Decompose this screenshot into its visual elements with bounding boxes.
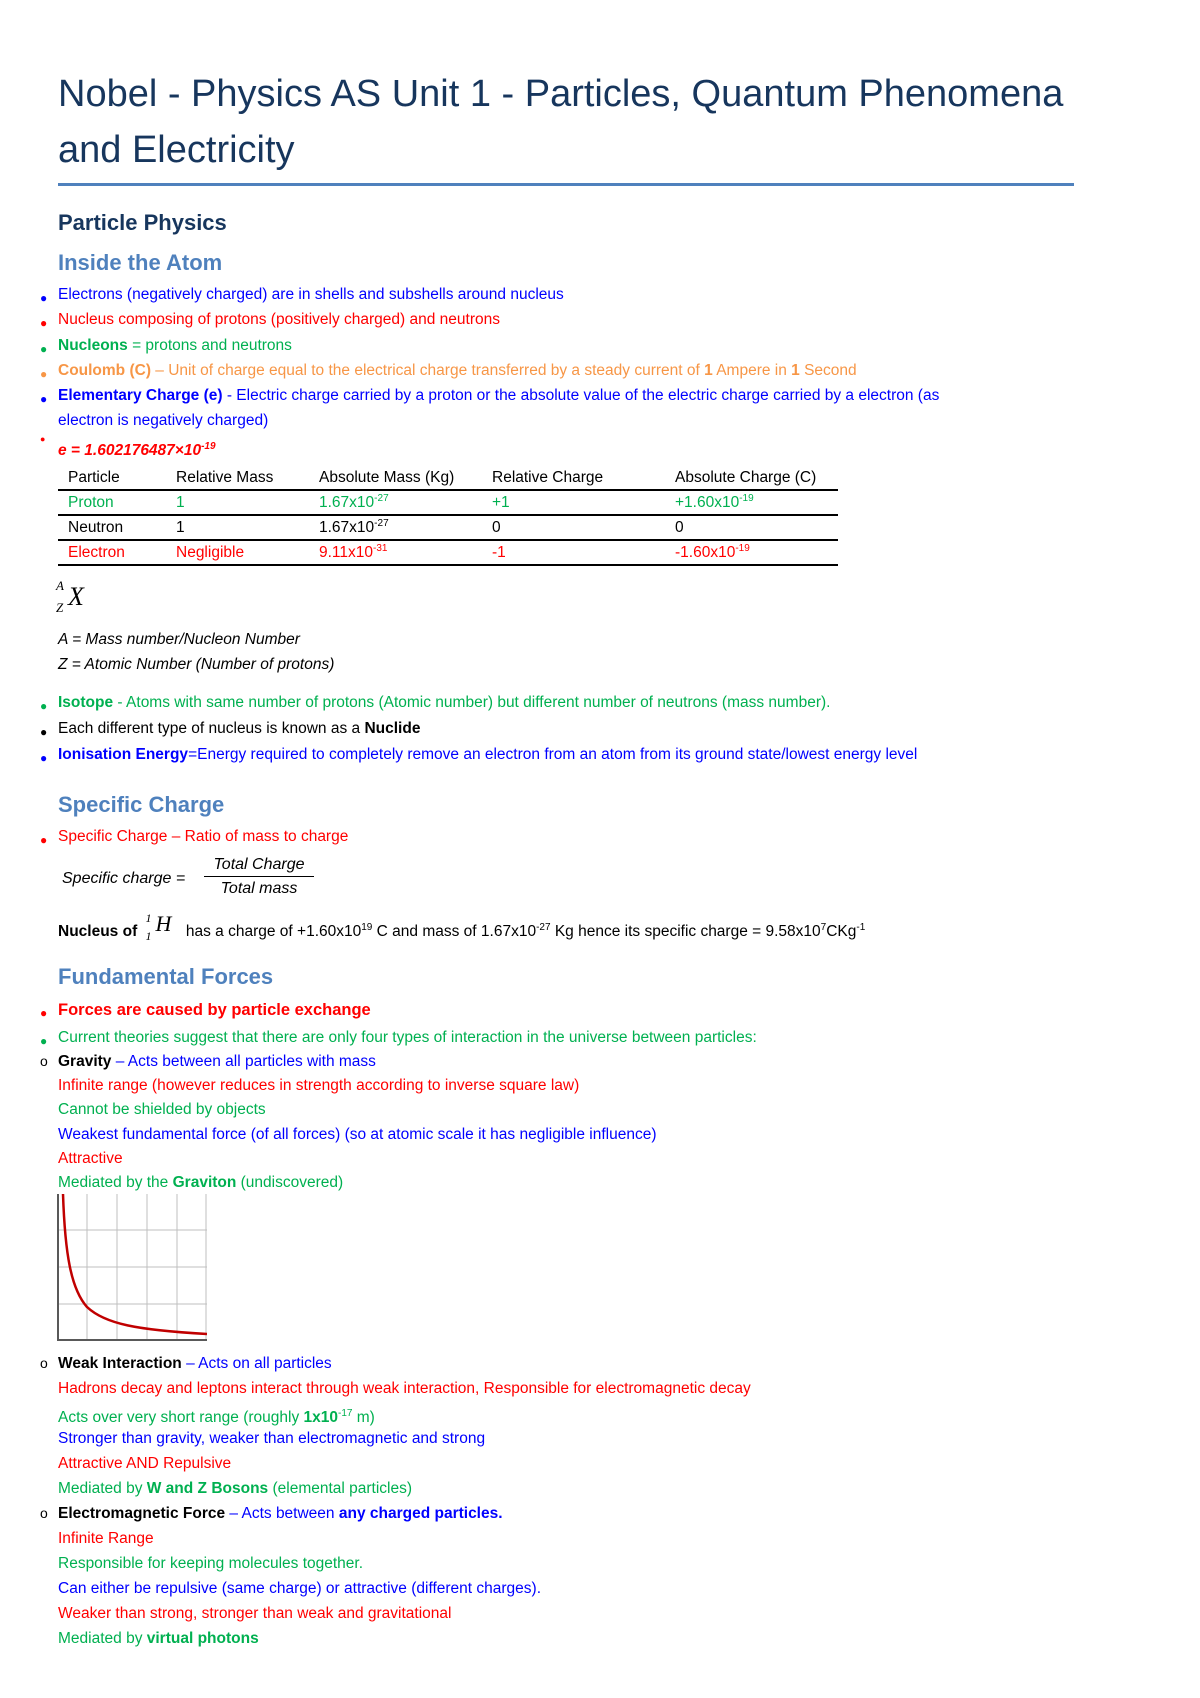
bullet-elementary-charge: Elementary Charge (e) - Electric charge carried by a proton or the absolute value of the electric charge carried by a electron (as xyxy=(58,387,940,404)
table-cell: Electron xyxy=(68,543,125,561)
hydrogen-notation: 1 1 H xyxy=(145,911,172,943)
heading-specific-charge: Specific Charge xyxy=(58,792,225,817)
sub-bullet-circle: o xyxy=(40,1505,48,1521)
em-line-1: Infinite Range xyxy=(58,1530,154,1547)
page-title: Nobel - Physics AS Unit 1 - Particles, Quantum Phenomena and Electricity xyxy=(58,73,1064,171)
table-header: Relative Mass xyxy=(176,469,274,486)
em-line-5: Mediated by virtual photons xyxy=(58,1630,259,1647)
elementary-charge-value: $e = 1.602176487\times 10^{-19}$ xyxy=(58,441,216,460)
specific-charge-lhs: Specific charge = xyxy=(62,870,186,887)
table-cell: -1 xyxy=(492,543,506,561)
em-line-2: Responsible for keeping molecules together. xyxy=(58,1555,364,1572)
table-cell: 1 xyxy=(176,493,185,511)
particle-table xyxy=(58,467,838,566)
table-header: Absolute Mass (Kg) xyxy=(319,469,455,486)
bullet-dot: ● xyxy=(40,291,48,305)
weak-line-1: Hadrons decay and leptons interact through weak interaction, Responsible for electromagnetic decay xyxy=(58,1380,751,1397)
inverse-square-graph xyxy=(57,1194,207,1342)
bullet-dot: ● xyxy=(40,1034,48,1048)
bullet-dot: ● xyxy=(40,392,48,406)
fraction-numerator: Total Charge xyxy=(204,856,314,877)
bullet-dot: ● xyxy=(40,434,46,444)
bullet-dot: ● xyxy=(40,342,48,356)
bullet-coulomb: Coulomb (C) – Unit of charge equal to the electrical charge transferred by a steady current of 1 Ampere in 1 Second xyxy=(58,362,857,379)
bullet-ionisation: Ionisation Energy=Energy required to completely remove an electron from an atom from its ground state/lowest energy level xyxy=(58,746,918,763)
section-heading-particle-physics: Particle Physics xyxy=(58,210,227,235)
table-cell: Negligible xyxy=(176,543,245,561)
weak-heading: Weak Interaction – Acts on all particles xyxy=(58,1355,332,1372)
weak-line-4: Attractive AND Repulsive xyxy=(58,1455,232,1472)
gravity-line-3: Weakest fundamental force (of all forces) (so at atomic scale it has negligible influence) xyxy=(58,1126,657,1143)
sub-bullet-circle: o xyxy=(40,1053,48,1069)
bullet-isotope: Isotope - Atoms with same number of protons (Atomic number) but different number of neutrons (mass number). xyxy=(58,694,831,711)
bullet-elementary-charge-cont: electron is negatively charged) xyxy=(58,412,269,429)
table-cell: 0 xyxy=(492,518,501,536)
sub-bullet-circle: o xyxy=(40,1355,48,1371)
table-cell: 1 xyxy=(176,518,185,536)
gravity-line-4: Attractive xyxy=(58,1150,123,1167)
fraction-denominator: Total mass xyxy=(220,880,298,897)
table-cell: Proton xyxy=(68,493,114,511)
table-cell: $1.67x10^{-27}$ xyxy=(319,493,389,512)
bullet-specific-charge: Specific Charge – Ratio of mass to charge xyxy=(58,828,349,845)
table-header: Absolute Charge (C) xyxy=(675,469,817,486)
bullet-dot: ● xyxy=(40,699,48,713)
bullet-nucleus: Nucleus composing of protons (positively charged) and neutrons xyxy=(58,311,500,328)
bullet-dot: ● xyxy=(40,316,48,330)
specific-charge-example: Nucleus of 1 1 H has a charge of $+1.60x10^{19}$ C and mass of $1.67x10^{-27}$ Kg hence its specific charge = $9.58x10^7CKg^{-1}$ xyxy=(58,911,866,943)
specific-charge-fraction xyxy=(204,856,314,898)
title-divider xyxy=(58,183,1074,186)
em-heading: Electromagnetic Force – Acts between any charged particles. xyxy=(58,1505,503,1522)
bullet-particle-exchange: Forces are caused by particle exchange xyxy=(58,1001,371,1019)
table-cell: $+1.60x10^{-19}$ xyxy=(675,493,754,512)
bullet-dot: ● xyxy=(40,1006,48,1020)
gravity-line-5: Mediated by the Graviton (undiscovered) xyxy=(58,1174,344,1191)
atomic-number-definition: Z = Atomic Number (Number of protons) xyxy=(58,656,335,673)
document-page: Nobel - Physics AS Unit 1 - Particles, Quantum Phenomena and Electricity Particle Physics Inside the Atom ● Electrons (negatively charged) are in shells and subshells around nucleus ● Nucleus composing of protons (positively charged) and neutrons ● Nucleons = protons and neutrons ● Coulomb (C) – Unit of charge equal to the electrical charge transferred by a steady current of 1 Ampere in 1 Second ● Elementary Charge (e) - Electric charge carried by a proton or the absolute value of the electric charge carried by a electron (as electron is negatively charged) ● $e = 1.602176487\times 10^{-19}$ Particle Relative Mass Absolute Mass (Kg) Relative Charge Absolute Charge (C) Proton 1 $1.67x10^{-27}$ +1 $+1.60x10^{-19}$ Neutron 1 $1.67x10^{-27}$ 0 0 Electron Negligible $9.11x10^{-31}$ -1 $-1.60x10^{-19}$ A Z X A = Mass number/Nucleon Number Z = Atomic Number (Number of protons) ● Isotope - Atoms with same number of protons (Atomic number) but different number of neutrons (mass number). ● Each different type of nucleus is known as a Nuclide ● Ionisation Energy=Energy required to completely remove an electron from an atom from its ground state/lowest energy level Specific Charge ● Specific Charge – Ratio of mass to charge Specific charge = Total Charge Total mass Nucleus of 1 1 H has a charge of $+1.60x10^{19}$ C and mass of $1.67x10^{-27}$ Kg hence its specific charge = $9.58x10^7CKg^{-1}$ Fundamental Forces ● Forces are caused by particle exchange ● Current theories suggest that there are only four types of interaction in the universe between particles: o Gravity – Acts between all particles with mass Infinite range (however reduces in strength according to inverse square law) Cannot be shielded by objects Weakest fundamental force (of all forces) (so at atomic scale it has negligible influence) Attractive Mediated by the Graviton (undiscovered) o Weak Interaction – Acts on all particles Hadrons decay and leptons interact through weak interaction, Responsible for electromagnetic decay Acts over very short range (roughly $1x10^{-17}$ m) Stronger than gravity, weaker than electromagnetic and strong Attractive AND Repulsive Mediated by W and Z Bosons (elemental particles) o Electromagnetic Force – Acts between any charged particles. Infinite Range Responsible for keeping molecules together. Can either be repulsive (same charge) or attractive (different charges). Weaker than strong, stronger than weak and gravitational Mediated by virtual photons xyxy=(0,0,1200,1698)
table-row xyxy=(58,540,838,565)
table-cell: Neutron xyxy=(68,518,124,536)
bullet-electrons: Electrons (negatively charged) are in shells and subshells around nucleus xyxy=(58,286,564,303)
gravity-heading: Gravity – Acts between all particles with mass xyxy=(58,1053,376,1070)
table-cell: +1 xyxy=(492,493,510,511)
bullet-nucleons: Nucleons = protons and neutrons xyxy=(58,337,292,354)
weak-line-3: Stronger than gravity, weaker than electromagnetic and strong xyxy=(58,1430,486,1447)
bullet-dot: ● xyxy=(40,751,48,765)
heading-fundamental-forces: Fundamental Forces xyxy=(58,964,274,989)
table-cell: $-1.60x10^{-19}$ xyxy=(675,543,750,562)
table-cell: $9.11x10^{-31}$ xyxy=(319,543,388,562)
table-header: Relative Charge xyxy=(492,469,604,486)
bullet-dot: ● xyxy=(40,725,48,739)
table-cell: $1.67x10^{-27}$ xyxy=(319,518,389,537)
weak-line-5: Mediated by W and Z Bosons (elemental particles) xyxy=(58,1480,413,1497)
em-line-3: Can either be repulsive (same charge) or attractive (different charges). xyxy=(58,1580,542,1597)
table-row xyxy=(58,490,838,515)
weak-line-2: Acts over very short range (roughly $1x10^{-17}$ m) xyxy=(58,1408,375,1427)
bullet-dot: ● xyxy=(40,367,48,381)
gravity-line-2: Cannot be shielded by objects xyxy=(58,1101,266,1118)
bullet-dot: ● xyxy=(40,833,48,847)
em-line-4: Weaker than strong, stronger than weak and gravitational xyxy=(58,1605,452,1622)
gravity-line-1: Infinite range (however reduces in strength according to inverse square law) xyxy=(58,1077,580,1094)
table-row xyxy=(58,515,838,540)
bullet-four-interactions: Current theories suggest that there are only four types of interaction in the universe between particles: xyxy=(58,1029,757,1046)
mass-number-definition: A = Mass number/Nucleon Number xyxy=(58,631,300,648)
graph-background xyxy=(57,1194,207,1342)
table-header: Particle xyxy=(68,469,120,486)
heading-inside-atom: Inside the Atom xyxy=(58,250,223,275)
table-cell: 0 xyxy=(675,518,684,536)
bullet-nuclide: Each different type of nucleus is known as a Nuclide xyxy=(58,720,421,737)
